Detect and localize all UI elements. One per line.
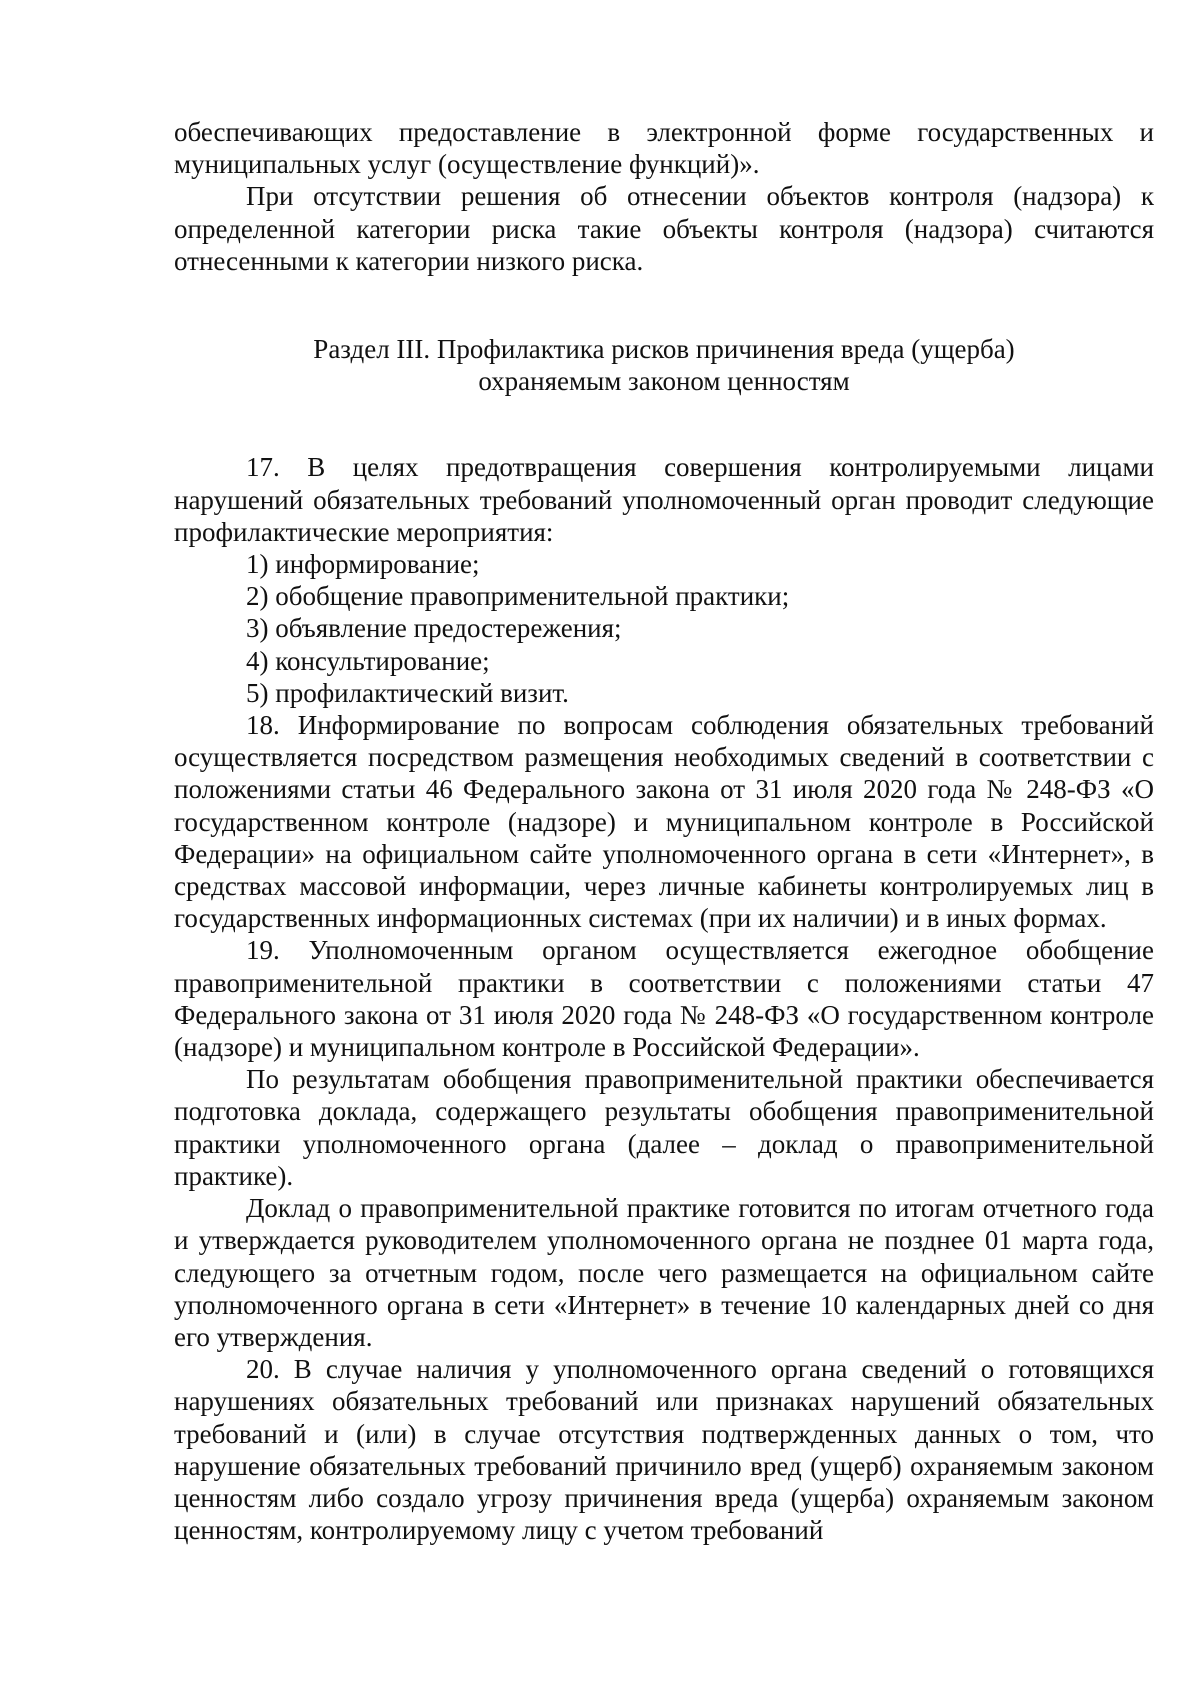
section-heading xyxy=(174,333,1154,397)
list-item: 3) объявление предостережения; xyxy=(246,613,622,644)
intro-paragraph-risk: При отсутствии решения об отнесении объектов контроля (надзора) к определенной категории риска такие объекты контроля (надзора) считаются отнесенными к категории низкого риска. xyxy=(174,181,1154,276)
section-heading-line2: охраняемым законом ценностям xyxy=(478,366,850,397)
paragraph-19: 19. Уполномоченным органом осуществляется ежегодное обобщение правоприменительной практики в соответствии с положениями статьи 47 Федерального закона от 31 июля 2020 года № 248-ФЗ «О государственном контроле (надзоре) и муниципальном контроле в Российской Федерации». xyxy=(174,935,1154,1063)
paragraph-18: 18. Информирование по вопросам соблюдения обязательных требований осуществляется посредством размещения необходимых сведений в соответствии с положениями статьи 46 Федерального закона от 31 июля 2020 года № 248-ФЗ «О государственном контроле (надзоре) и муниципальном контроле в Российской Федерации» на официальном сайте уполномоченного органа в сети «Интернет», в средствах массовой информации, через личные кабинеты контролируемых лиц в государственных информационных системах (при их наличии) и в иных формах. xyxy=(174,710,1154,934)
paragraph-20: 20. В случае наличия у уполномоченного органа сведений о готовящихся нарушениях обязательных требований или признаках нарушений обязательных требований и (или) в случае отсутствия подтвержденных данных о том, что нарушение обязательных требований причинило вред (ущерб) охраняемым законом ценностям либо создало угрозу причинения вреда (ущерба) охраняемым законом ценностям, контролируемому лицу с учетом требований xyxy=(174,1354,1154,1546)
paragraph-19-report: По результатам обобщения правоприменительной практики обеспечивается подготовка доклада, содержащего результаты обобщения правоприменительной практики уполномоченного органа (далее – доклад о правоприменительной практике). xyxy=(174,1064,1154,1191)
list-item: 5) профилактический визит. xyxy=(246,677,569,708)
section-heading-line1: Раздел III. Профилактика рисков причинения вреда (ущерба) xyxy=(313,334,1015,365)
document-page xyxy=(174,116,1154,1546)
paragraph-17: 17. В целях предотвращения совершения контролируемыми лицами нарушений обязательных требований уполномоченный орган проводит следующие профилактические мероприятия: xyxy=(174,452,1154,547)
list-item: 2) обобщение правоприменительной практики; xyxy=(246,581,790,612)
list-item: 1) информирование; xyxy=(246,549,480,580)
paragraph-19-report-deadline: Доклад о правоприменительной практике готовится по итогам отчетного года и утверждается руководителем уполномоченного органа не позднее 01 марта года, следующего за отчетным годом, после чего размещается на официальном сайте уполномоченного органа в сети «Интернет» в течение 10 календарных дней со дня его утверждения. xyxy=(174,1193,1154,1352)
intro-paragraph-continuation: обеспечивающих предоставление в электронной форме государственных и муниципальных услуг (осуществление функций)». xyxy=(174,117,1154,180)
list-item: 4) консультирование; xyxy=(246,645,490,676)
